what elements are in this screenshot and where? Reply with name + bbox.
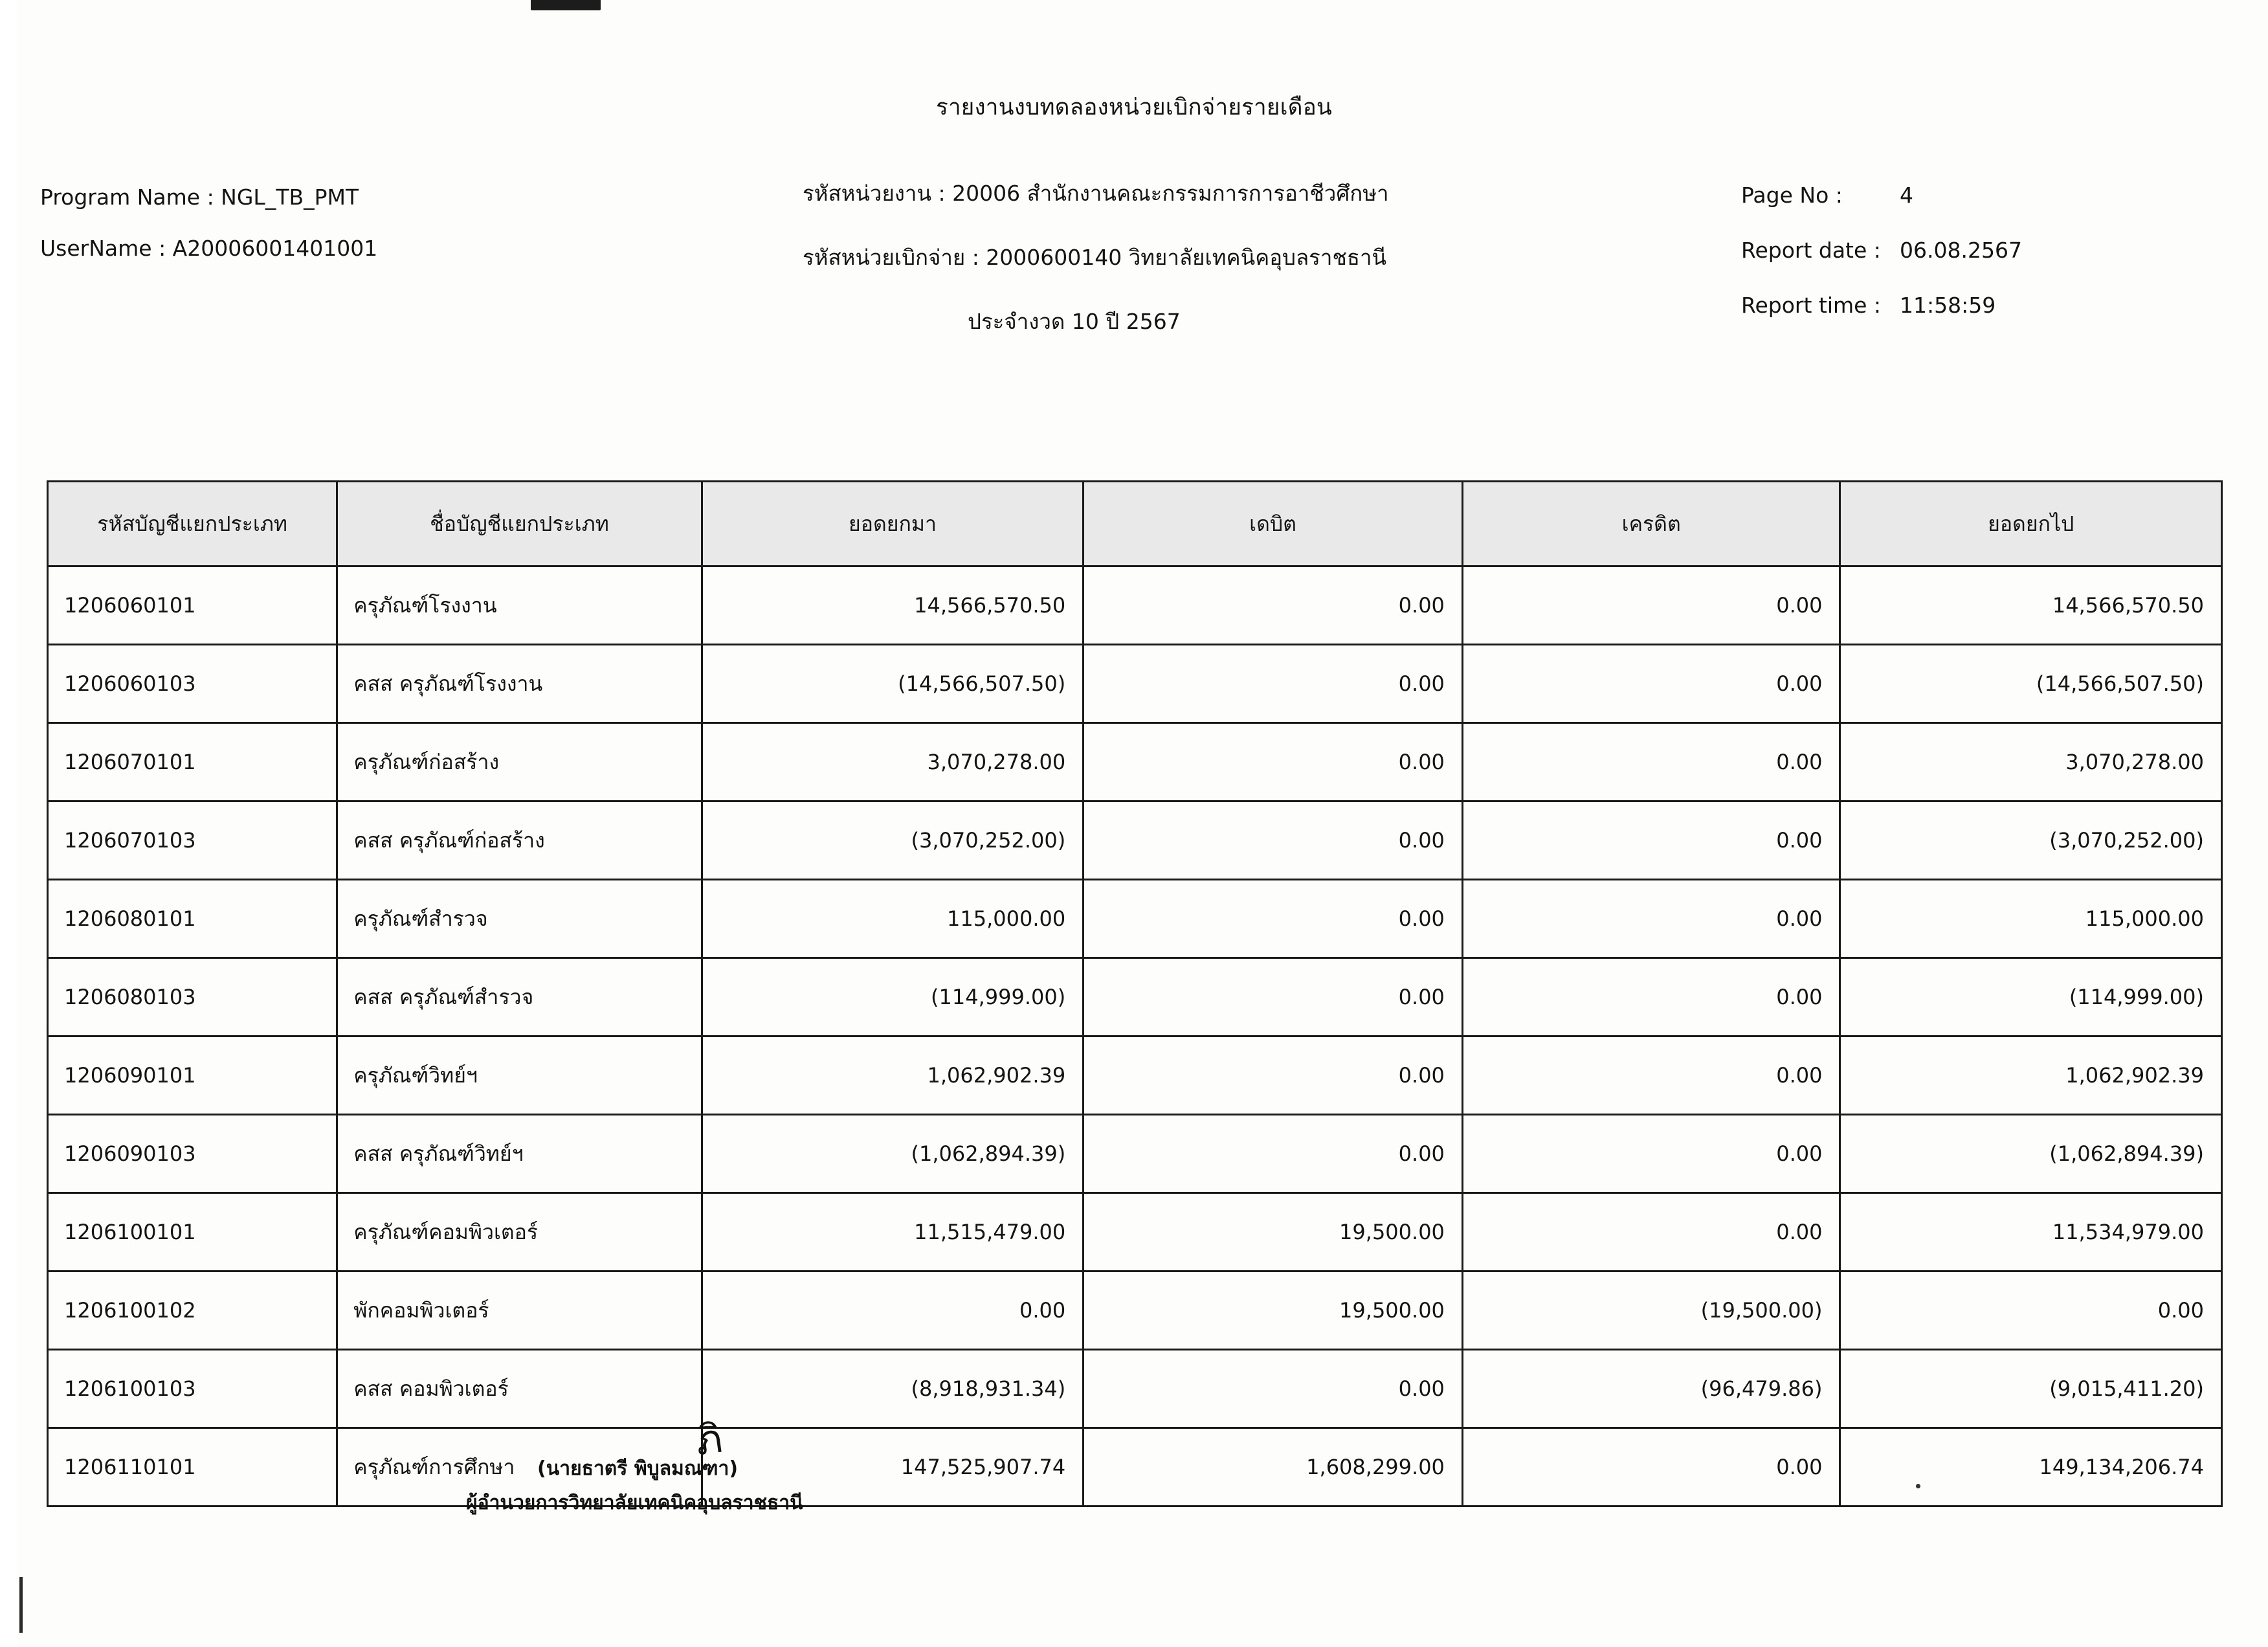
cell-opening-balance: (1,062,894.39) — [702, 1115, 1084, 1193]
table-row — [48, 645, 2222, 723]
table-row — [48, 566, 2222, 645]
cell-credit: 0.00 — [1462, 1193, 1840, 1272]
column-header-debit: เดบิต — [1084, 482, 1463, 566]
cell-account-code: 1206100102 — [48, 1272, 337, 1350]
cell-closing-balance: 3,070,278.00 — [1840, 723, 2222, 801]
cell-closing-balance: 11,534,979.00 — [1840, 1193, 2222, 1272]
cell-credit: 0.00 — [1462, 958, 1840, 1036]
cell-opening-balance: 11,515,479.00 — [702, 1193, 1084, 1272]
cell-opening-balance: (3,070,252.00) — [702, 801, 1084, 880]
report-time-value: 11:58:59 — [1900, 293, 1996, 318]
table-row — [48, 1115, 2222, 1193]
cell-debit: 0.00 — [1084, 566, 1463, 645]
organization-line: รหัสหน่วยงาน : 20006 สำนักงานคณะกรรมการการอาชีวศึกษา — [803, 181, 1389, 206]
page-no-value: 4 — [1900, 183, 1913, 208]
table-row — [48, 1428, 2222, 1507]
cell-debit: 0.00 — [1084, 645, 1463, 723]
cell-account-name: คสส ครุภัณฑ์สำรวจ — [337, 958, 702, 1036]
meta-right-block — [1741, 183, 2022, 348]
cell-debit: 0.00 — [1084, 1036, 1463, 1115]
table-row — [48, 1350, 2222, 1428]
cell-debit: 0.00 — [1084, 723, 1463, 801]
handwritten-signature-mark: ภิ — [693, 1414, 726, 1465]
cell-closing-balance: 1,062,902.39 — [1840, 1036, 2222, 1115]
cell-debit: 0.00 — [1084, 958, 1463, 1036]
column-header-opening-balance: ยอดยกมา — [702, 482, 1084, 566]
table-body — [48, 566, 2222, 1507]
cell-debit: 0.00 — [1084, 1115, 1463, 1193]
table-row — [48, 958, 2222, 1036]
page-no — [1741, 183, 2022, 208]
cell-closing-balance: (9,015,411.20) — [1840, 1350, 2222, 1428]
signature-name: (นายธาตรี พิบูลมณฑา) — [537, 1457, 739, 1480]
cell-credit: 0.00 — [1462, 566, 1840, 645]
cell-account-name: คสส ครุภัณฑ์วิทย์ฯ — [337, 1115, 702, 1193]
trial-balance-table — [47, 480, 2223, 1507]
page-no-label: Page No : — [1741, 183, 1843, 208]
cell-account-name: คสส ครุภัณฑ์โรงงาน — [337, 645, 702, 723]
column-header-account-code: รหัสบัญชีแยกประเภท — [48, 482, 337, 566]
cell-opening-balance: (114,999.00) — [702, 958, 1084, 1036]
cell-account-name: ครุภัณฑ์วิทย์ฯ — [337, 1036, 702, 1115]
cell-credit: 0.00 — [1462, 1115, 1840, 1193]
cell-account-code: 1206070103 — [48, 801, 337, 880]
cell-debit: 0.00 — [1084, 801, 1463, 880]
cell-closing-balance: 14,566,570.50 — [1840, 566, 2222, 645]
cell-credit: 0.00 — [1462, 880, 1840, 958]
report-date-label: Report date : — [1741, 238, 1881, 263]
cell-opening-balance: 115,000.00 — [702, 880, 1084, 958]
report-time-label: Report time : — [1741, 293, 1882, 318]
cell-account-code: 1206110101 — [48, 1428, 337, 1507]
cell-closing-balance: (1,062,894.39) — [1840, 1115, 2222, 1193]
cell-account-name: ครุภัณฑ์โรงงาน — [337, 566, 702, 645]
table-header-row — [48, 482, 2222, 566]
cell-account-name: ครุภัณฑ์ก่อสร้าง — [337, 723, 702, 801]
table-row — [48, 1193, 2222, 1272]
cell-account-name: คสส ครุภัณฑ์ก่อสร้าง — [337, 801, 702, 880]
cell-opening-balance: (8,918,931.34) — [702, 1350, 1084, 1428]
table-row — [48, 1272, 2222, 1350]
cell-account-code: 1206070101 — [48, 723, 337, 801]
cell-credit: (96,479.86) — [1462, 1350, 1840, 1428]
cell-account-code: 1206100103 — [48, 1350, 337, 1428]
table-row — [48, 801, 2222, 880]
report-date-value: 06.08.2567 — [1900, 238, 2022, 263]
cell-account-code: 1206080103 — [48, 958, 337, 1036]
scan-bottom-mark — [19, 1577, 23, 1633]
cell-debit: 19,500.00 — [1084, 1272, 1463, 1350]
cell-credit: 0.00 — [1462, 1036, 1840, 1115]
cell-closing-balance: (14,566,507.50) — [1840, 645, 2222, 723]
scan-artifact-dot — [1916, 1484, 1920, 1488]
cell-opening-balance: (14,566,507.50) — [702, 645, 1084, 723]
cell-credit: 0.00 — [1462, 801, 1840, 880]
cell-account-code: 1206080101 — [48, 880, 337, 958]
meta-center-block — [764, 176, 1670, 368]
cell-debit: 1,608,299.00 — [1084, 1428, 1463, 1507]
cell-credit: (19,500.00) — [1462, 1272, 1840, 1350]
cell-credit: 0.00 — [1462, 645, 1840, 723]
cell-debit: 19,500.00 — [1084, 1193, 1463, 1272]
cell-closing-balance: 0.00 — [1840, 1272, 2222, 1350]
cell-account-code: 1206100101 — [48, 1193, 337, 1272]
program-name: Program Name : NGL_TB_PMT — [40, 185, 359, 210]
cell-account-name: ครุภัณฑ์สำรวจ — [337, 880, 702, 958]
column-header-credit: เครดิต — [1462, 482, 1840, 566]
cell-closing-balance: 149,134,206.74 — [1840, 1428, 2222, 1507]
cell-closing-balance: (114,999.00) — [1840, 958, 2222, 1036]
cell-account-code: 1206090103 — [48, 1115, 337, 1193]
cell-opening-balance: 1,062,902.39 — [702, 1036, 1084, 1115]
cell-closing-balance: (3,070,252.00) — [1840, 801, 2222, 880]
cell-credit: 0.00 — [1462, 1428, 1840, 1507]
cell-account-name: ครุภัณฑ์การศึกษา — [337, 1428, 702, 1507]
cell-account-name: คสส คอมพิวเตอร์ — [337, 1350, 702, 1428]
cell-opening-balance: 3,070,278.00 — [702, 723, 1084, 801]
signature-position: ผู้อำนวยการวิทยาลัยเทคนิคอุบลราชธานี — [466, 1492, 803, 1514]
column-header-account-name: ชื่อบัญชีแยกประเภท — [337, 482, 702, 566]
cell-opening-balance: 147,525,907.74 — [702, 1428, 1084, 1507]
disbursement-unit-line: รหัสหน่วยเบิกจ่าย : 2000600140 วิทยาลัยเทคนิคอุบลราชธานี — [803, 245, 1387, 270]
cell-opening-balance: 14,566,570.50 — [702, 566, 1084, 645]
table-row — [48, 1036, 2222, 1115]
cell-account-code: 1206060103 — [48, 645, 337, 723]
meta-left-block — [40, 186, 377, 289]
cell-opening-balance: 0.00 — [702, 1272, 1084, 1350]
report-date — [1741, 238, 2022, 263]
cell-account-name: ครุภัณฑ์คอมพิวเตอร์ — [337, 1193, 702, 1272]
table-row — [48, 880, 2222, 958]
cell-credit: 0.00 — [1462, 723, 1840, 801]
page-title: รายงานงบทดลองหน่วยเบิกจ่ายรายเดือน — [935, 95, 1333, 120]
cell-debit: 0.00 — [1084, 1350, 1463, 1428]
cell-debit: 0.00 — [1084, 880, 1463, 958]
cell-account-code: 1206090101 — [48, 1036, 337, 1115]
period-line: ประจำงวด 10 ปี 2567 — [968, 309, 1181, 334]
user-name: UserName : A20006001401001 — [40, 236, 378, 261]
table-header — [48, 482, 2222, 566]
cell-account-name: พักคอมพิวเตอร์ — [337, 1272, 702, 1350]
column-header-closing-balance: ยอดยกไป — [1840, 482, 2222, 566]
report-time — [1741, 293, 2022, 318]
cell-closing-balance: 115,000.00 — [1840, 880, 2222, 958]
cell-account-code: 1206060101 — [48, 566, 337, 645]
scan-registration-mark — [531, 0, 601, 10]
scan-left-margin — [0, 0, 17, 1647]
table-row — [48, 723, 2222, 801]
